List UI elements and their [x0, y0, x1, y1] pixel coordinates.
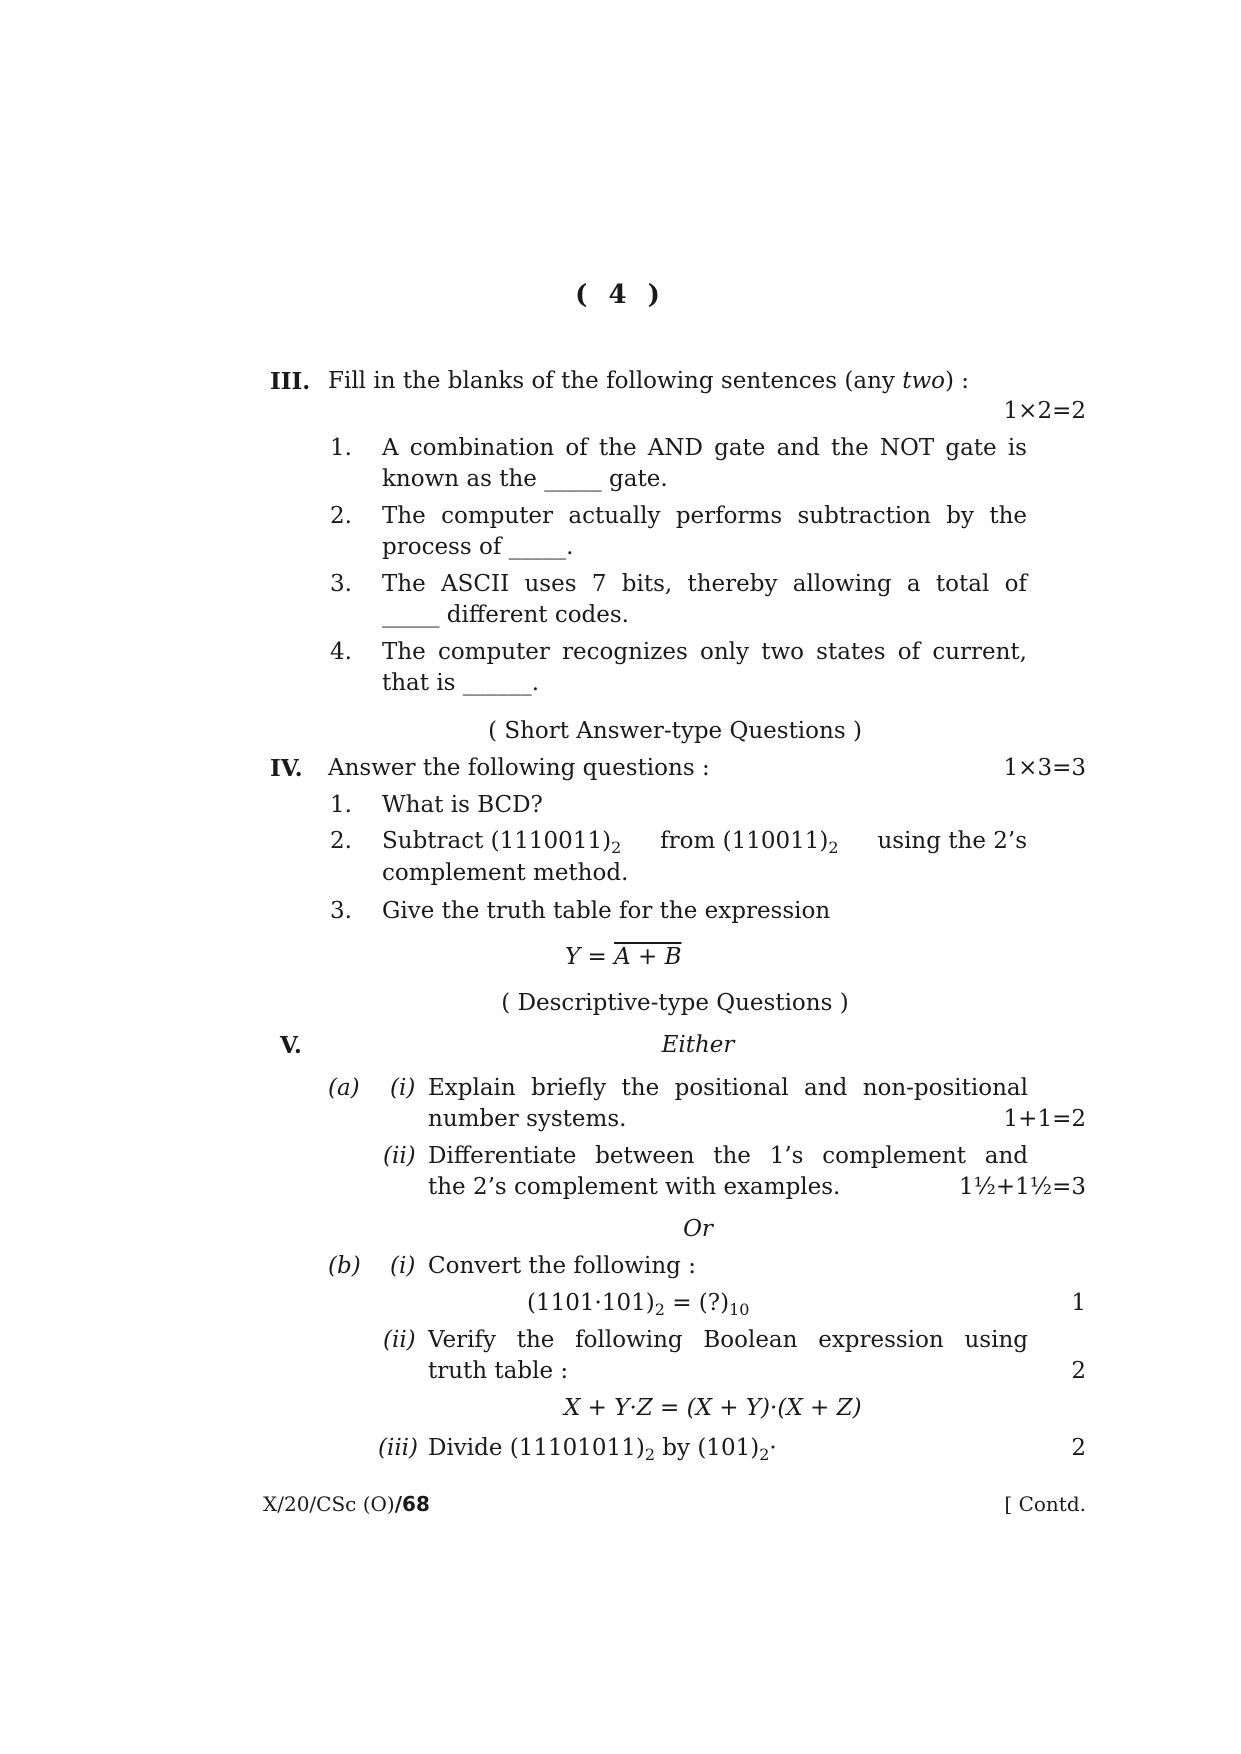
s5-b-i-label: (i): [390, 1253, 416, 1279]
s5-b-i-expression: $(1101\cdot 101)_2$ = $(?)_{10}$: [527, 1290, 750, 1319]
section-3-instruction: Fill in the blanks of the following sentences (any two) :: [328, 368, 970, 394]
s5-b-iii-text: Divide $(11101011)_2$ by $(101)_2\cdot$: [428, 1435, 777, 1464]
s3-item-4-line2: that is ______.: [382, 670, 540, 696]
section-3-label: III.: [270, 368, 311, 395]
s3-item-3-line1: The ASCII uses 7 bits, thereby allowing a total of: [382, 571, 1027, 597]
page-number: ( 4 ): [575, 280, 666, 310]
s3-item-2-num: 2.: [330, 503, 352, 529]
section-5-label: V.: [280, 1032, 302, 1059]
section-4-instruction: Answer the following questions :: [328, 755, 710, 781]
s5-b-ii-expression: X + Y·Z = (X + Y)·(X + Z): [564, 1395, 862, 1421]
s5-b-iii-label: (iii): [378, 1435, 419, 1461]
s3-item-1-line2: known as the _____ gate.: [382, 466, 668, 492]
s3-item-1-num: 1.: [330, 435, 352, 461]
s5-a-ii-marks: 1½+1½=3: [958, 1174, 1086, 1200]
s4-q1-text: What is BCD?: [382, 792, 543, 818]
section-3-marks: 1×2=2: [1003, 398, 1086, 424]
s5-b-ii-line1: Verify the following Boolean expression using: [428, 1327, 1028, 1353]
s5-b-iii-marks: 2: [1071, 1435, 1086, 1461]
or-label: Or: [683, 1216, 713, 1242]
s3-item-3-num: 3.: [330, 571, 352, 597]
s5-b-i-text: Convert the following :: [428, 1253, 696, 1279]
s3-item-2-line2: process of _____.: [382, 534, 574, 560]
contd-label: [ Contd.: [1004, 1492, 1086, 1516]
section-4-label: IV.: [270, 755, 303, 782]
s5-a-ii-line1: Differentiate between the 1’s complement and: [428, 1143, 1028, 1169]
s5-b-ii-line2: truth table :: [428, 1358, 569, 1384]
s4-q1-num: 1.: [330, 792, 352, 818]
s5-b-label: (b): [328, 1253, 361, 1279]
s3-item-1-line1: A combination of the AND gate and the NOT gate is: [382, 435, 1027, 461]
s5-a-ii-line2: the 2’s complement with examples.: [428, 1174, 841, 1200]
s5-b-ii-marks: 2: [1071, 1358, 1086, 1384]
descriptive-heading: ( Descriptive-type Questions ): [501, 990, 849, 1016]
s4-q3-num: 3.: [330, 898, 352, 924]
s3-item-3-line2: _____ different codes.: [382, 602, 629, 628]
short-answer-heading: ( Short Answer-type Questions ): [488, 718, 862, 744]
s5-a-i-marks: 1+1=2: [1003, 1106, 1086, 1132]
s5-a-i-line2: number systems.: [428, 1106, 627, 1132]
s3-item-2-line1: The computer actually performs subtraction by the: [382, 503, 1027, 529]
either-label: Either: [661, 1032, 735, 1058]
s4-q2-num: 2.: [330, 828, 352, 854]
s4-q2-line1: Subtract $(1110011)_2$ from $(110011)_2$ using the 2’s: [382, 828, 1027, 857]
s3-item-4-num: 4.: [330, 639, 352, 665]
s4-q3-text: Give the truth table for the expression: [382, 898, 831, 924]
paper-code: X/20/CSc (O)/68: [263, 1492, 430, 1516]
s4-q2-line2: complement method.: [382, 860, 629, 886]
s3-item-4-line1: The computer recognizes only two states of current,: [382, 639, 1027, 665]
section-4-marks: 1×3=3: [1003, 755, 1086, 781]
s5-a-label: (a): [328, 1075, 360, 1101]
s5-a-i-line1: Explain briefly the positional and non-positional: [428, 1075, 1028, 1101]
s5-b-i-marks: 1: [1071, 1290, 1086, 1316]
s4-expression: Y = A + B: [565, 944, 682, 970]
s5-b-ii-label: (ii): [383, 1327, 416, 1353]
s5-a-i-label: (i): [390, 1075, 416, 1101]
s5-a-ii-label: (ii): [383, 1143, 416, 1169]
